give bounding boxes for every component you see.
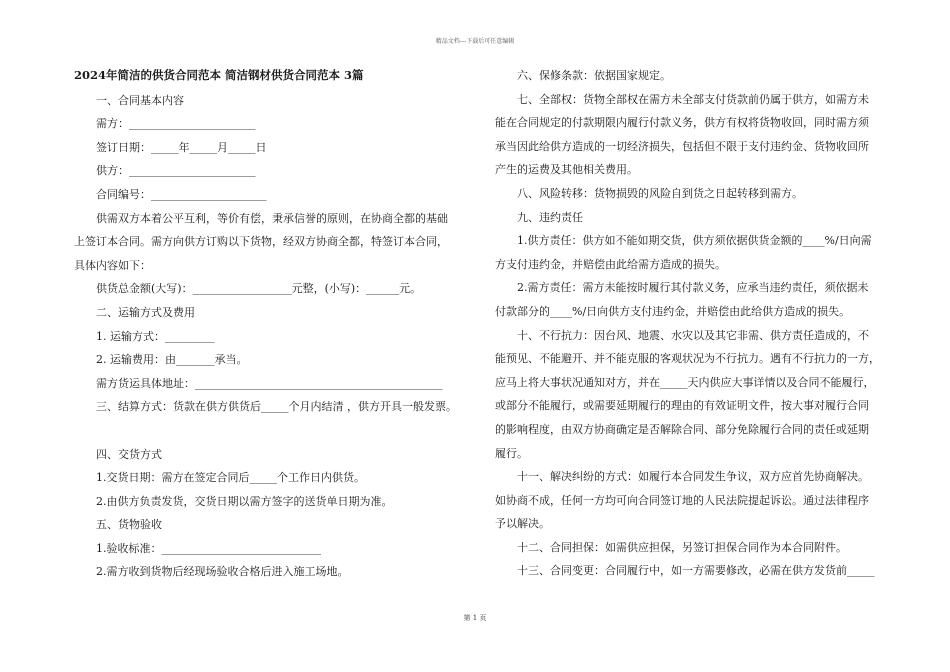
- text-line: 一、合同基本内容: [96, 93, 184, 107]
- text-line: 1.供方责任：供方如不能如期交货，供方须依据供货金额的____%/日向需: [517, 234, 872, 248]
- left-column-body: [74, 89, 474, 584]
- text-line: 需方：_______________________: [96, 117, 256, 131]
- text-line: 1. 运输方式：_________: [96, 329, 215, 343]
- text-line: 供货总金额(大写)：__________________元整，(小写)：______元。: [96, 282, 422, 296]
- text-line: 2. 运输费用：由_______承当。: [96, 353, 248, 367]
- text-line: 2.由供方负责发货，交货日期以需方签字的送货单日期为准。: [96, 494, 393, 508]
- text-line: 予以解决。: [495, 517, 550, 531]
- document-title: 2024年简洁的供货合同范本 简洁钢材供货合同范本 3篇: [74, 68, 364, 82]
- text-line: 的影响程度，由双方协商确定是否解除合同、部分免除履行合同的责任或延期: [495, 422, 869, 436]
- text-line: 十三、合同变更：合同履行中，如一方需要修改，必需在供方发货前_____: [517, 564, 875, 578]
- text-line: 二、运输方式及费用: [96, 305, 195, 319]
- page-header-note: 精品文档---下载后可任意编辑: [435, 38, 515, 45]
- text-line: 供需双方本着公平互利，等价有偿，秉承信誉的原则，在协商全都的基础: [96, 211, 448, 225]
- text-line: 履行。: [495, 446, 528, 460]
- text-line: 需方货运具体地址：_____________________________________________: [96, 376, 443, 390]
- text-line: 十二、合同担保：如需供应担保，另签订担保合同作为本合同附件。: [517, 540, 847, 554]
- blank-line: [74, 419, 474, 443]
- text-line: 供方：_______________________: [96, 164, 256, 178]
- text-line: 合同编号：_____________________: [96, 187, 267, 201]
- left-column: [74, 64, 474, 584]
- text-line: 1.验收标准：_____________________________: [96, 541, 321, 555]
- right-column: [495, 64, 879, 583]
- text-line: 具体内容如下：: [74, 258, 151, 272]
- text-line: 能在合同规定的付款期限内履行付款义务，供方有权将货物收回，同时需方须: [495, 116, 869, 130]
- text-line: 十、不行抗力：因台风、地震、水灾以及其它非需、供方责任造成的，不: [517, 328, 869, 342]
- text-line: 能预见、不能避开、并不能克服的客观状况为不行抗力。遇有不行抗力的一方，: [495, 352, 880, 366]
- text-line: 或部分不能履行，或需要延期履行的理由的有效证明文件，按大事对履行合同: [495, 399, 869, 413]
- text-line: 上签订本合同。需方向供方订购以下货物，经双方协商全都，特签订本合同，: [74, 235, 448, 249]
- text-line: 承当因此给供方造成的一切经济损失，包括但不限于支付违约金、货物收回所: [495, 139, 869, 153]
- right-column-body: [495, 64, 879, 583]
- text-line: 签订日期：_____年_____月_____日: [96, 140, 267, 154]
- text-line: 六、保修条款：依据国家规定。: [517, 69, 671, 82]
- text-line: 十一、解决纠纷的方式：如履行本合同发生争议，双方应首先协商解决。: [517, 470, 869, 484]
- text-line: 方支付违约金，并赔偿由此给需方造成的损失。: [495, 257, 726, 271]
- text-line: 五、货物验收: [96, 518, 162, 532]
- text-line: 应马上将大事状况通知对方，并在_____天内供应大事详情以及合同不能履行，: [495, 375, 875, 389]
- text-line: 2.需方责任：需方未能按时履行其付款义务，应承当违约责任，须依据未: [517, 281, 869, 295]
- text-line: 九、违约责任: [517, 210, 583, 224]
- text-line: 付款部分的____%/日向供方支付违约金，并赔偿由此给供方造成的损失。: [495, 304, 851, 318]
- text-line: 四、交货方式: [96, 447, 162, 461]
- text-line: 三、结算方式：货款在供方供货后_____个月内结清 ，供方开具一般发票。: [96, 400, 457, 414]
- text-line: 产生的运费及其他相关费用。: [495, 163, 638, 177]
- text-line: 如协商不成，任何一方均可向合同签订地的人民法院提起诉讼。通过法律程序: [495, 493, 869, 507]
- text-line: 1.交货日期：需方在签定合同后_____个工作日内供货。: [96, 471, 365, 485]
- page-number: 第 1 页: [463, 614, 487, 622]
- text-line: 七、全部权：货物全部权在需方未全部支付货款前仍属于供方，如需方未: [517, 92, 869, 106]
- text-line: 八、风险转移：货物损毁的风险自到货之日起转移到需方。: [517, 186, 803, 200]
- text-line: 2.需方收到货物后经现场验收合格后进入施工场地。: [96, 565, 349, 579]
